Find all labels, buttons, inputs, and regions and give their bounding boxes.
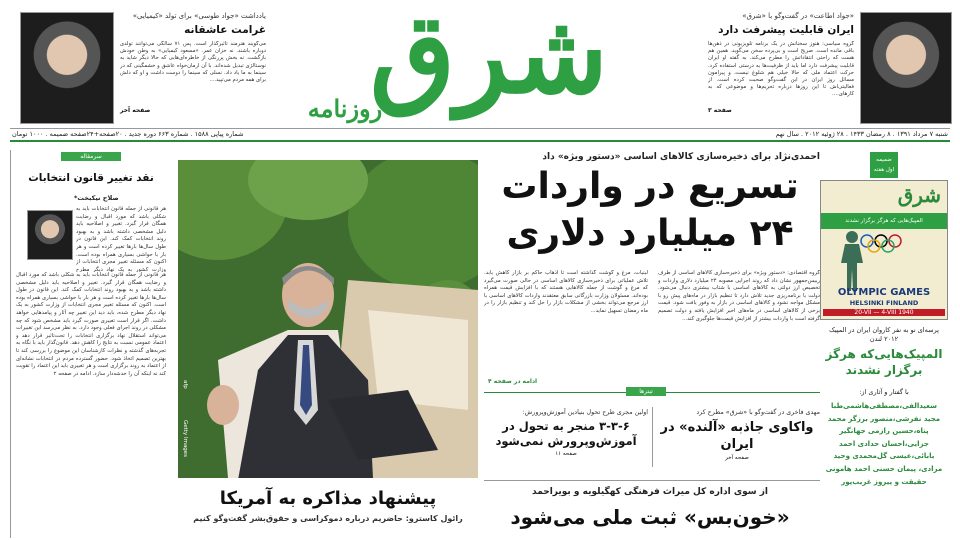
story-education[interactable]: [484, 409, 648, 457]
poster-games: OLYMPIC GAMES: [837, 287, 931, 298]
date-bar: [10, 128, 950, 142]
story2-kicker: اولین مجری طرح تحول بنیادین آموزش‌وپرورش:: [522, 409, 648, 416]
photo-illustration: [178, 160, 478, 478]
story2-headline[interactable]: ۳-۳-۶ منجر به تحول در آموزش‌وپرورش نمی‌شود: [495, 419, 637, 448]
editorial-body: هر قانونی از جمله قانون انتخابات باید به شکلی باشد که مورد اقبال و رضایت همگان قرار گیرد. تغییر و اصلاحیه باید دلیل مشخصی داشته باشد و به بهبود روند انتخابات کمک کند. این قانون در طول سال‌ها بارها تغییر کرده است و هر بار با حواشی بسیاری همراه بوده است. اکنون که مسئله تغییر مجری انتخابات از وزارت کشور به یک نهاد دیگر مطرح: [76, 206, 166, 272]
lead-kicker: احمدی‌نژاد برای ذخیره‌سازی کالاهای اساسی «دستور ویژه» داد: [542, 152, 820, 162]
lead-body-left: لبنیات، مرغ و گوشت گذاشته است تا اذهاب حاکم بر بازار کاهش یابد. تلاش عملیاتی برای ذخیره‌سازی کالاهای اساسی در حالی صورت می‌گیرد که مرغ و گوشت از جمله کالاهایی هستند که با افزایش قیمت همراه بوده‌اند. مسئولان وزارت بازرگانی سابق معتقدند واردات کالاهای اساسی با ارز مرجع می‌تواند بخشی از مشکلات بازار را حل کند و تنظیم بازار را در ماه رمضان تسهیل نماید...: [484, 270, 648, 314]
editorial-body-cont: هر قانونی از جمله قانون انتخابات باید به شکلی باشد که مورد اقبال و رضایت همگان قرار گیرد. تغییر و اصلاحیه باید دلیل مشخصی داشته باشد و به بهبود روند انتخابات کمک کند. این قانون در طول سال‌ها بارها تغییر کرده است و هر بار با حواشی بسیاری همراه بوده است. اکنون که مسئله تغییر مجری انتخابات از وزارت کشور به یک نهاد دیگر مطرح شده، باید دید این تغییر چه آثار و پیامدهایی خواهد داشت. اگر قرار است تغییری صورت گیرد باید مشخص شود که چه مشکلی در روند اجرای فعلی وجود دارد. به نظر می‌رسد این تغییرات می‌تواند استقلال نهاد برگزاری انتخابات را تحت‌تاثیر قرار دهد و اعتماد عمومی نسبت به نتایج را کاهش دهد. قانون‌گذار باید با نگاه به تجربه‌های گذشته و نظرات کارشناسان این موضوع را بررسی کند تا بهترین تصمیم اتخاذ شود. حضور گسترده مردم در انتخابات نشانه‌ای از اعتماد به روند برگزاری است و هر تغییری باید این اعتماد را تقویت کند نه اینکه آن را خدشه‌دار سازد. ادامه در صفحه ۲: [16, 272, 166, 377]
supplement-intro: با گفتار و آثاری از:: [859, 388, 909, 396]
story-allende[interactable]: [654, 409, 820, 461]
portrait-photo: [860, 12, 952, 124]
badge-line2: اول هفته: [873, 167, 895, 173]
portrait-photo-kimiaei: [20, 12, 114, 124]
top-right-body: گروه سیاسی: هنوز سخنانش در یک برنامه تلویزیونی در ذهن‌ها باقی مانده است. صریح است و بی‌پرده سخن می‌گوید. همین هم هست که راحتی انتقاداتش را مطرح می‌کند. به گفته او ایران قابلیت پیشرفت دارد اما باید از ظرفیت‌ها به درستی استفاده کرد. حرکت اعتماد ملی که حالا خیلی هم شلوغ نیست، و پیرامون مسائل روز ایران در این گفت‌وگو صحبت کرده است. از فعالیتی‌اش تا این روزها درباره تحریم‌ها و موضوعی که به کارهای....: [708, 41, 854, 98]
editorial-headline[interactable]: نقد تغییر قانون انتخابات: [28, 172, 154, 184]
top-right-story[interactable]: [708, 8, 952, 126]
editorial-label: سرمقاله: [61, 152, 121, 161]
poster-dates: 20-VII — 4-VIII 1940: [823, 309, 945, 316]
story1-page: صفحه آخر: [725, 455, 749, 461]
top-left-kicker: یادداشت «جواد طوسی» برای تولد «کیمیایی»: [132, 12, 266, 20]
date-line: شنبه ۷ مرداد ۱۳۹۱ . ۸ رمضان ۱۴۳۳ . ۲۸ ژوئیه ۲۰۱۲ . سال نهم: [775, 130, 948, 138]
supplement-badge: [870, 152, 898, 178]
story1-kicker: مهدی فاخری در گفت‌وگو با «شرق» مطرح کرد: [696, 409, 820, 416]
lead-story[interactable]: [484, 150, 820, 390]
top-right-kicker: «جواد اطاعت» در گفت‌وگو با «شرق»: [742, 12, 854, 20]
athlete-statue-icon: [835, 229, 869, 295]
poster-banner: المپیک‌هایی که هرگز برگزار نشدند: [821, 213, 947, 229]
badge-line1: ضمیمه: [876, 157, 892, 163]
supplement-contributors: سعیدالفی،مصطفی‌هاشمی‌طبا مجید نفرشی،منصور برزگر محمد پناه،حسین رازمی جهانگیر جزایی،احسان حدادی احمد بابائی،عیسی گل‌محمدی وحید مرادی، پیمان حسنی احمد هامونی حقیقت و پیروز غریب‌پور: [825, 402, 943, 486]
top-left-headline[interactable]: غرامت عاشقانه: [184, 24, 266, 36]
middle-stories: [484, 388, 820, 480]
story1-headline[interactable]: واکاوی جاذبه «آلنده» در ایران: [660, 420, 814, 452]
supplement-kicker: پرسه‌ای نو به نفر کاروان ایران در المپیک ۲۰۱۲ لندن: [829, 326, 939, 343]
middle-label: تیترها: [626, 387, 666, 396]
author-photo: [27, 210, 73, 260]
poster-city: HELSINKI FINLAND: [849, 299, 919, 307]
left-column[interactable]: [10, 150, 170, 538]
supplement-headline[interactable]: المپیک‌هایی‌که هرگز برگزار نشدند: [825, 347, 943, 377]
top-left-page-ref: صفحه آخر: [120, 107, 151, 114]
photo-caption[interactable]: [178, 480, 478, 538]
editorial-author: صلاح نیکبخت*: [74, 194, 119, 202]
top-right-page-ref: صفحه ۳: [708, 107, 732, 114]
masthead: [0, 0, 960, 140]
logo: [270, 0, 700, 130]
caption-sub: رائول کاسترو: حاضریم درباره دموکراسی و حقوق‌بشر گفت‌وگو کنیم: [193, 514, 463, 523]
story2-page: صفحه ۱۱: [555, 451, 577, 457]
lead-body-right: گروه اقتصادی: «دستور ویژه» برای ذخیره‌سازی کالاهای اساسی از طرف رییس‌جمهور نشان داد که روند اجرایی مصوبه ۲۴ میلیارد دلاری واردات و تخصیص ارز دولتی به کالاهای اساسی با شتاب بیشتری دنبال می‌شود. دولت با برنامه‌ریزی جدید تلاش دارد تا تنظیم بازار در ماه‌های پیش رو با مشکل مواجه نشود و کالاهای اساسی در بازار به وفور یافت شود. قیمت برخی از کالاهای اساسی در ماه‌های اخیر افزایش یافته و دولت تصمیم گرفته است با واردات بیشتر از افزایش قیمت‌ها جلوگیری کند...: [658, 270, 820, 322]
top-left-story[interactable]: [10, 8, 266, 126]
bottom-story[interactable]: [484, 480, 820, 538]
bottom-kicker: از سوی اداره کل میراث فرهنگی کهگیلویه و بویراحمد: [532, 487, 768, 497]
lead-headline-2[interactable]: ۲۴ میلیارد دلاری: [506, 213, 794, 254]
issue-line: شماره پیاپی ۱۵۸۸ . شماره ۶۶۳ دوره جدید . ۲۰صفحه+۲۴صفحه ضمیمه . ۱۰۰۰ تومان: [12, 130, 244, 138]
poster-title: شرق: [897, 183, 941, 207]
lead-continued[interactable]: ادامه در صفحه ۴: [488, 378, 538, 385]
top-left-body: می‌گویند هنرمند تاثیرگذار است. پس ۷۱ سالگی می‌توانند تولدی دوباره باشند. نه خزان عمر. «مسعود کیمیایی» به وطن خودش بازگشت. نه بخش پررنگی از خاطره‌ای‌هایی که حالا دیگر شاید به نوستالژی تبدیل شده‌اند. با آن ارمان‌خواه عاشق و خشمگینی که در سینما به ما یاد داد. نسلی که سینما را دوست داشت و او که دلش برای همه مردم می‌تپید....: [120, 41, 266, 84]
right-column: [818, 150, 950, 538]
castro-photo[interactable]: [178, 160, 478, 478]
top-right-headline[interactable]: ایران قابلیت پیشرفت دارد: [718, 24, 854, 36]
bottom-headline[interactable]: «خون‌بس» ثبت ملی می‌شود: [510, 505, 790, 529]
lead-headline-1[interactable]: تسریع در واردات: [501, 166, 799, 207]
logo-text: شرق: [369, 0, 609, 118]
olympic-poster[interactable]: [820, 180, 948, 320]
caption-title[interactable]: پیشنهاد مذاکره به آمریکا: [219, 488, 437, 509]
logo-sub: روزنامه: [307, 94, 383, 123]
photo-credit-2: afp: [182, 380, 188, 389]
photo-credit: Getty Images: [182, 420, 188, 458]
